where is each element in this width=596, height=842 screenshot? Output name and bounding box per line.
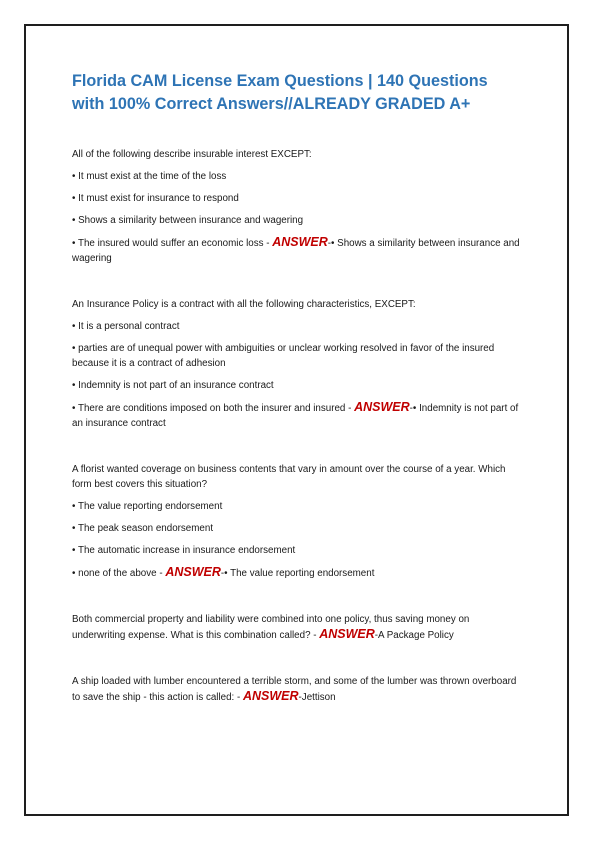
option-text: • none of the above - <box>72 568 166 579</box>
option-line: • The automatic increase in insurance endorsement <box>72 545 296 556</box>
option-text: • The insured would suffer an economic loss - <box>72 238 273 249</box>
answer-text: -A Package Policy <box>374 630 454 641</box>
question-answer-line <box>72 674 524 705</box>
answer-text: -• The value reporting endorsement <box>220 568 375 579</box>
answer-label: ANSWER <box>319 627 375 641</box>
option-answer-line <box>72 400 524 431</box>
question-block-3 <box>72 462 524 581</box>
option-answer-line <box>72 565 524 581</box>
question-block-4 <box>72 612 524 643</box>
document-body <box>72 70 524 736</box>
option-answer-line <box>72 235 524 266</box>
option-line: • The value reporting endorsement <box>72 501 223 512</box>
option-line: • Indemnity is not part of an insurance contract <box>72 380 274 391</box>
option-line: • parties are of unequal power with ambiguities or unclear working resolved in favor of the insured because it is a contract of adhesion <box>72 343 495 369</box>
answer-text: -Jettison <box>298 692 336 703</box>
question-text: All of the following describe insurable interest EXCEPT: <box>72 149 312 160</box>
option-line: • Shows a similarity between insurance and wagering <box>72 215 304 226</box>
question-text: A ship loaded with lumber encountered a terrible storm, and some of the lumber was thrown overboard to save the ship - this action is called: - <box>72 676 517 703</box>
question-block-1 <box>72 147 524 266</box>
option-line: • It is a personal contract <box>72 321 180 332</box>
answer-label: ANSWER <box>242 689 299 703</box>
option-line: • It must exist for insurance to respond <box>72 193 239 204</box>
option-line: • It must exist at the time of the loss <box>72 171 227 182</box>
question-block-2 <box>72 297 524 431</box>
answer-label: ANSWER <box>272 235 328 249</box>
option-line: • The peak season endorsement <box>72 523 214 534</box>
answer-text: -• Indemnity is not part of an insurance contract <box>72 403 519 429</box>
question-answer-line <box>72 612 524 643</box>
option-text: • There are conditions imposed on both the insurer and insured - <box>72 403 355 414</box>
answer-text: -• Shows a similarity between insurance and wagering <box>72 238 520 264</box>
answer-label: ANSWER <box>354 400 410 414</box>
question-text: Both commercial property and liability were combined into one policy, thus saving money on underwriting expense. What is this combination called? - <box>72 614 470 641</box>
document-title: Florida CAM License Exam Questions | 140 Questions with 100% Correct Answers//ALREADY GRADED A+ <box>72 72 488 113</box>
answer-label: ANSWER <box>165 565 221 579</box>
question-block-5 <box>72 674 524 705</box>
question-text: An Insurance Policy is a contract with all the following characteristics, EXCEPT: <box>72 299 416 310</box>
question-text: A florist wanted coverage on business contents that vary in amount over the course of a year. Which form best covers this situation? <box>72 464 506 490</box>
